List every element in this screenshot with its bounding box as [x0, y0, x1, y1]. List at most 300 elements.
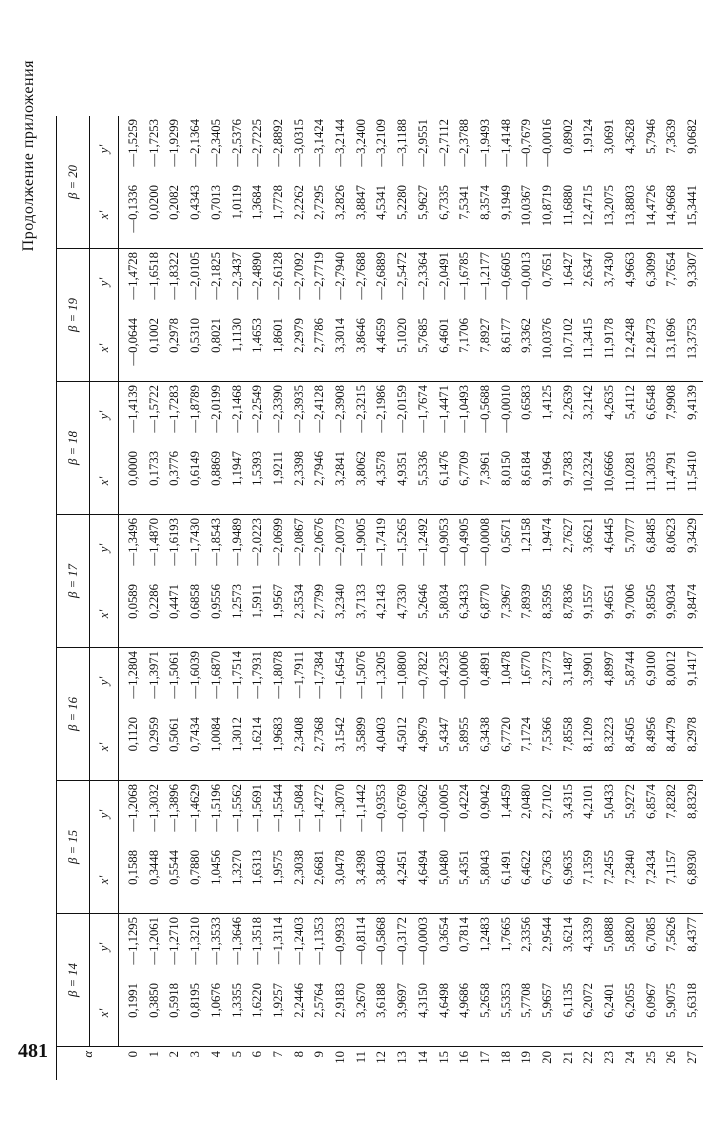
x-prime-cell: 13,1696 — [664, 318, 679, 360]
x-prime-cell: 9,7006 — [622, 584, 637, 619]
y-prime-cell: 1,2483 — [475, 914, 496, 981]
x-prime-cell: 4,5012 — [395, 717, 410, 752]
x-prime-cell: 2,7946 — [312, 451, 327, 486]
x-prime-cell: 9,4651 — [602, 584, 617, 619]
x-prime-cell: 9,8474 — [684, 584, 699, 619]
x-prime-cell: 0,1120 — [126, 717, 140, 752]
y-prime-cell: 3,0691 — [602, 119, 617, 154]
x-prime-cell: 2,6681 — [312, 850, 327, 885]
x-prime-cell: 1,3684 — [250, 185, 265, 220]
x-prime-cell: 0,5918 — [167, 983, 182, 1018]
x-prime-cell: 6,8930 — [684, 850, 699, 885]
x-prime-cell: 0,3448 — [146, 850, 161, 885]
y-prime-cell: —3,2109 — [374, 119, 389, 167]
x-prime-cell: 6,2072 — [581, 983, 596, 1018]
y-prime-cell: —2,3405 — [208, 119, 223, 167]
x-prime-cell: 1,9257 — [270, 983, 285, 1018]
alpha-cell: 22 — [578, 1047, 599, 1081]
y-prime-cell: —1,5061 — [164, 648, 185, 715]
alpha-cell: 4 — [206, 1047, 227, 1081]
y-prime-cell: —1,5084 — [289, 781, 310, 848]
x-prime-cell: 14,9668 — [664, 185, 679, 227]
x-prime-cell: 4,7330 — [395, 584, 410, 619]
alpha-cell: 0 — [119, 1047, 144, 1081]
x-prime-cell: 1,5911 — [250, 584, 265, 619]
x-prime-cell: 5,9075 — [664, 983, 679, 1018]
table-row — [289, 116, 310, 1080]
y-prime-cell: 1,9124 — [581, 119, 596, 154]
table-row — [206, 116, 227, 1080]
x-prime-cell: 2,5764 — [312, 983, 327, 1018]
x-prime-cell: 3,8646 — [353, 318, 368, 353]
y-prime-cell: —2,6128 — [268, 249, 289, 316]
alpha-cell: 23 — [599, 1047, 620, 1081]
beta-header: β = 14 — [57, 914, 90, 1047]
x-prime-cell: 6,3438 — [477, 717, 492, 752]
y-prime-cell: —0,7822 — [413, 648, 434, 715]
x-prime-cell: 6,1135 — [560, 983, 575, 1018]
alpha-cell: 7 — [268, 1047, 289, 1081]
x-prime-cell: 1,3270 — [229, 850, 244, 885]
table-row — [537, 116, 558, 1080]
x-prime-cell: 4,0403 — [374, 717, 389, 752]
alpha-cell: 17 — [475, 1047, 496, 1081]
x-prime-header: x' — [90, 980, 119, 1047]
x-prime-cell: 3,2670 — [353, 983, 368, 1018]
x-prime-header: x' — [90, 581, 119, 648]
x-prime-cell: 11,9178 — [602, 318, 617, 359]
x-prime-cell: 5,7708 — [519, 983, 534, 1018]
alpha-cell: 15 — [434, 1047, 455, 1081]
table-row — [247, 116, 268, 1080]
x-prime-cell: 5,9627 — [415, 185, 430, 220]
x-prime-cell: 1,0084 — [208, 717, 223, 752]
alpha-cell: 1 — [144, 1047, 165, 1081]
alpha-cell: 26 — [661, 1047, 682, 1081]
x-prime-cell: 2,9183 — [333, 983, 348, 1018]
table-row — [496, 116, 517, 1080]
x-prime-cell: 13,2075 — [602, 185, 617, 227]
y-prime-cell: 0,7814 — [454, 914, 475, 981]
table-row — [144, 116, 165, 1080]
y-prime-cell: 2,0480 — [516, 781, 537, 848]
x-prime-cell: 8,3223 — [602, 717, 617, 752]
x-prime-cell: 9,1557 — [581, 584, 596, 619]
x-prime-cell: 3,1542 — [333, 717, 348, 752]
y-prime-cell: —0,9053 — [434, 515, 455, 582]
y-prime-cell: 2,3356 — [516, 914, 537, 981]
x-prime-cell: 1,6220 — [250, 983, 265, 1018]
x-prime-cell: 0,6149 — [188, 451, 203, 486]
y-prime-cell: 3,6214 — [558, 914, 579, 981]
x-prime-cell: 4,6494 — [415, 850, 430, 885]
y-prime-cell: 0,9042 — [475, 781, 496, 848]
y-prime-cell: —1,6785 — [454, 249, 475, 316]
y-prime-cell: 8,8329 — [682, 781, 703, 848]
alpha-cell: 5 — [227, 1047, 248, 1081]
y-prime-cell: —1,2061 — [144, 914, 165, 981]
y-prime-cell: —0,8114 — [351, 914, 372, 981]
y-prime-cell: —1,4629 — [185, 781, 206, 848]
y-prime-cell: —0,0013 — [516, 249, 537, 316]
y-prime-cell: —1,5691 — [247, 781, 268, 848]
y-prime-cell: —1,7419 — [371, 515, 392, 582]
x-prime-cell: 5,7685 — [415, 318, 430, 353]
y-prime-cell: —1,3971 — [144, 648, 165, 715]
y-prime-cell: 1,2158 — [516, 515, 537, 582]
x-prime-cell: 8,6177 — [498, 318, 513, 353]
x-prime-cell: 12,4248 — [622, 318, 637, 360]
x-prime-cell: 6,9635 — [560, 850, 575, 885]
x-prime-cell: 1,9683 — [270, 717, 285, 752]
y-prime-cell: —3,0315 — [291, 119, 306, 167]
x-prime-cell: 1,1947 — [229, 451, 244, 486]
x-prime-cell: 10,7102 — [560, 318, 575, 360]
x-prime-cell: 4,3578 — [374, 451, 389, 486]
y-prime-cell: 6,9100 — [641, 648, 662, 715]
y-prime-cell: —1,1295 — [119, 914, 144, 981]
x-prime-cell: 1,6214 — [250, 717, 265, 752]
x-prime-cell: 4,9351 — [395, 451, 410, 486]
y-prime-cell: 1,9474 — [537, 515, 558, 582]
x-prime-cell: 0,5061 — [167, 717, 182, 752]
y-prime-cell: —1,3533 — [206, 914, 227, 981]
x-prime-cell: 2,3038 — [291, 850, 306, 885]
y-prime-cell: 2,7102 — [537, 781, 558, 848]
y-prime-cell: 9,3307 — [682, 249, 703, 316]
y-prime-cell: —2,6889 — [371, 249, 392, 316]
x-prime-cell: 0,2959 — [146, 717, 161, 752]
y-prime-cell: —2,0699 — [268, 515, 289, 582]
x-prime-cell: 6,7709 — [457, 451, 472, 486]
x-prime-cell: 1,7728 — [270, 185, 285, 220]
x-prime-cell: 9,3362 — [519, 318, 534, 353]
y-prime-cell: —1,3896 — [164, 781, 185, 848]
table-row — [185, 116, 206, 1080]
y-prime-cell: —1,9005 — [351, 515, 372, 582]
x-prime-cell: 7,1157 — [664, 850, 679, 885]
x-prime-cell: 4,9686 — [457, 983, 472, 1018]
x-prime-cell: —0,0644 — [126, 318, 140, 366]
x-prime-cell: 0,2082 — [167, 185, 182, 220]
xy-header-row — [90, 116, 119, 1080]
y-prime-cell: 5,7946 — [643, 119, 658, 154]
y-prime-cell: —0,9353 — [371, 781, 392, 848]
y-prime-cell: 0,3654 — [434, 914, 455, 981]
x-prime-cell: 7,2840 — [622, 850, 637, 885]
y-prime-cell: 5,7077 — [620, 515, 641, 582]
table-row — [371, 116, 392, 1080]
x-prime-cell: 2,7295 — [312, 185, 327, 220]
x-prime-cell: 1,4653 — [250, 318, 265, 353]
x-prime-cell: 6,1491 — [498, 850, 513, 885]
y-prime-cell: —1,8322 — [164, 249, 185, 316]
x-prime-cell: 7,3961 — [477, 451, 492, 486]
x-prime-cell: 2,7786 — [312, 318, 327, 353]
alpha-cell: 9 — [309, 1047, 330, 1081]
table-row — [119, 116, 144, 1080]
y-prime-cell: —1,6454 — [330, 648, 351, 715]
x-prime-cell: 12,8473 — [643, 318, 658, 360]
y-prime-cell: —2,3437 — [227, 249, 248, 316]
x-prime-cell: 4,6498 — [436, 983, 451, 1018]
y-prime-cell: —2,7092 — [289, 249, 310, 316]
x-prime-cell: 6,8770 — [477, 584, 492, 619]
alpha-cell: 24 — [620, 1047, 641, 1081]
x-prime-cell: —0,1336 — [126, 185, 140, 233]
x-prime-cell: 8,6184 — [519, 451, 534, 486]
x-prime-cell: 6,1476 — [436, 451, 451, 486]
alpha-cell: 3 — [185, 1047, 206, 1081]
x-prime-cell: 0,1733 — [146, 451, 161, 486]
y-prime-cell: —1,5544 — [268, 781, 289, 848]
y-prime-cell: 2,6347 — [578, 249, 599, 316]
table-row — [475, 116, 496, 1080]
rotated-table-page — [20, 10, 710, 1080]
y-prime-cell: —1,5265 — [392, 515, 413, 582]
x-prime-cell: 5,6318 — [684, 983, 699, 1018]
x-prime-cell: 3,9697 — [395, 983, 410, 1018]
y-prime-cell: 0,5671 — [496, 515, 517, 582]
y-prime-cell: —2,0105 — [185, 249, 206, 316]
y-prime-cell: —2,1825 — [206, 249, 227, 316]
y-prime-cell: —1,1353 — [309, 914, 330, 981]
y-prime-cell: —1,3070 — [330, 781, 351, 848]
y-prime-cell: 2,3773 — [537, 648, 558, 715]
y-prime-cell: —1,3114 — [268, 914, 289, 981]
x-prime-cell: 3,8847 — [353, 185, 368, 220]
x-prime-cell: 7,5366 — [540, 717, 555, 752]
table-row — [413, 116, 434, 1080]
alpha-cell: 2 — [164, 1047, 185, 1081]
y-prime-cell: —0,6769 — [392, 781, 413, 848]
x-prime-cell: 10,6666 — [602, 451, 617, 493]
y-prime-cell: —0,5688 — [475, 382, 496, 449]
y-prime-header: y' — [90, 515, 119, 582]
page-number: 481 — [18, 1040, 48, 1062]
x-prime-cell: 6,4622 — [519, 850, 534, 885]
x-prime-cell: 10,8719 — [540, 185, 555, 227]
y-prime-cell: —2,7112 — [436, 119, 451, 167]
y-prime-cell: —2,4890 — [247, 249, 268, 316]
y-prime-cell: —1,1442 — [351, 781, 372, 848]
x-prime-cell: 2,3408 — [291, 717, 306, 752]
y-prime-cell: 6,8485 — [641, 515, 662, 582]
y-prime-cell: 0,8902 — [560, 119, 575, 154]
y-prime-header: y' — [90, 914, 119, 981]
alpha-cell: 14 — [413, 1047, 434, 1081]
y-prime-cell: —2,3788 — [457, 119, 472, 167]
y-prime-cell: —2,9551 — [415, 119, 430, 167]
y-prime-cell: 5,0433 — [599, 781, 620, 848]
x-prime-cell: 0,8195 — [188, 983, 203, 1018]
y-prime-cell: —1,5259 — [126, 119, 140, 167]
y-prime-cell: —1,2492 — [413, 515, 434, 582]
x-prime-cell: 8,2978 — [684, 717, 699, 752]
x-prime-cell: 0,0200 — [146, 185, 161, 220]
x-prime-header: x' — [90, 448, 119, 515]
x-prime-cell: 9,1964 — [540, 451, 555, 486]
alpha-cell: 6 — [247, 1047, 268, 1081]
y-prime-cell: —1,5722 — [144, 382, 165, 449]
x-prime-cell: 6,2401 — [602, 983, 617, 1018]
x-prime-cell: 3,3014 — [333, 318, 348, 353]
x-prime-cell: 0,2286 — [146, 584, 161, 619]
x-prime-cell: 1,0676 — [208, 983, 223, 1018]
x-prime-cell: 1,0456 — [208, 850, 223, 885]
y-prime-cell: —1,8789 — [185, 382, 206, 449]
y-prime-cell: 5,0888 — [599, 914, 620, 981]
y-prime-cell: —1,9493 — [477, 119, 492, 167]
y-prime-cell: —2,7225 — [250, 119, 265, 167]
x-prime-cell: 11,3415 — [581, 318, 596, 359]
x-prime-cell: 3,6188 — [374, 983, 389, 1018]
x-prime-cell: 0,7434 — [188, 717, 203, 752]
x-prime-cell: 3,2826 — [333, 185, 348, 220]
table-row — [682, 116, 703, 1080]
x-prime-cell: 1,9211 — [270, 451, 285, 486]
y-prime-cell: 7,8282 — [661, 781, 682, 848]
alpha-cell: 16 — [454, 1047, 475, 1081]
y-prime-cell: —2,3364 — [413, 249, 434, 316]
y-prime-cell: 6,3099 — [641, 249, 662, 316]
table-row — [330, 116, 351, 1080]
beta-header: β = 17 — [57, 515, 90, 648]
y-prime-cell: 1,4125 — [537, 382, 558, 449]
alpha-cell: 27 — [682, 1047, 703, 1081]
y-prime-cell: —2,5472 — [392, 249, 413, 316]
y-prime-cell: 4,8997 — [599, 648, 620, 715]
x-prime-cell: 4,2451 — [395, 850, 410, 885]
y-prime-cell: —2,0073 — [330, 515, 351, 582]
x-prime-cell: 0,7880 — [188, 850, 203, 885]
x-prime-cell: 8,4956 — [643, 717, 658, 752]
table-row — [516, 116, 537, 1080]
y-prime-cell: 1,4459 — [496, 781, 517, 848]
y-prime-cell: —1,7514 — [227, 648, 248, 715]
x-prime-cell: 7,8939 — [519, 584, 534, 619]
x-prime-cell: 8,4479 — [664, 717, 679, 752]
x-prime-cell: 8,3595 — [540, 584, 555, 619]
x-prime-cell: 10,0376 — [540, 318, 555, 360]
y-prime-cell: —2,0199 — [206, 382, 227, 449]
x-prime-cell: 5,5336 — [415, 451, 430, 486]
y-prime-cell: —1,8078 — [268, 648, 289, 715]
table-row — [558, 116, 579, 1080]
x-prime-cell: 8,7836 — [560, 584, 575, 619]
x-prime-cell: 0,3850 — [146, 983, 161, 1018]
x-prime-cell: 1,0119 — [229, 185, 244, 220]
y-prime-cell: —1,7931 — [247, 648, 268, 715]
y-prime-cell: —0,0006 — [454, 648, 475, 715]
y-prime-cell: 1,6427 — [558, 249, 579, 316]
x-prime-cell: 0,4471 — [167, 584, 182, 619]
y-prime-cell: 4,6445 — [599, 515, 620, 582]
y-prime-cell: —0,4235 — [434, 648, 455, 715]
y-prime-cell: 1,7665 — [496, 914, 517, 981]
y-prime-cell: —0,5868 — [371, 914, 392, 981]
x-prime-cell: 8,4505 — [622, 717, 637, 752]
y-prime-cell: —1,9299 — [167, 119, 182, 167]
y-prime-cell: —1,4139 — [119, 382, 144, 449]
y-prime-cell: —2,1986 — [371, 382, 392, 449]
y-prime-cell: 6,6548 — [641, 382, 662, 449]
x-prime-cell: 11,0281 — [622, 451, 637, 492]
x-prime-cell: 2,2262 — [291, 185, 306, 220]
x-prime-cell: 3,0478 — [333, 850, 348, 885]
table-row — [620, 116, 641, 1080]
y-prime-cell: 7,7654 — [661, 249, 682, 316]
y-prime-cell: —1,3032 — [144, 781, 165, 848]
y-prime-cell: —1,6518 — [144, 249, 165, 316]
x-prime-cell: 7,3967 — [498, 584, 513, 619]
x-prime-cell: 4,2143 — [374, 584, 389, 619]
y-prime-cell: —1,7253 — [146, 119, 161, 167]
x-prime-cell: 0,1002 — [146, 318, 161, 353]
x-prime-cell: 2,3534 — [291, 584, 306, 619]
x-prime-cell: 9,1949 — [498, 185, 513, 220]
y-prime-cell: —0,0005 — [434, 781, 455, 848]
x-prime-cell: 13,8803 — [622, 185, 637, 227]
y-prime-header: y' — [90, 116, 119, 182]
alpha-cell: 13 — [392, 1047, 413, 1081]
y-prime-cell: 0,4224 — [454, 781, 475, 848]
y-prime-cell: 3,7430 — [599, 249, 620, 316]
y-prime-cell: —2,0676 — [309, 515, 330, 582]
beta-header-row — [57, 116, 90, 1080]
y-prime-cell: —0,9933 — [330, 914, 351, 981]
x-prime-cell: 3,2841 — [333, 451, 348, 486]
table-row — [227, 116, 248, 1080]
x-prime-cell: 0,1991 — [126, 983, 140, 1018]
y-prime-cell: 7,9908 — [661, 382, 682, 449]
y-prime-cell: —1,2804 — [119, 648, 144, 715]
y-prime-cell: —1,2403 — [289, 914, 310, 981]
y-prime-cell: 3,4315 — [558, 781, 579, 848]
x-prime-cell: 5,5353 — [498, 983, 513, 1018]
x-prime-cell: 1,2573 — [229, 584, 244, 619]
y-prime-cell: —2,3935 — [289, 382, 310, 449]
table-row — [434, 116, 455, 1080]
y-prime-cell: 2,2639 — [558, 382, 579, 449]
x-prime-cell: 1,1130 — [229, 318, 244, 353]
y-prime-cell: —2,3908 — [330, 382, 351, 449]
y-prime-cell: 8,0623 — [661, 515, 682, 582]
y-prime-cell: —1,3205 — [371, 648, 392, 715]
y-prime-cell: 8,4377 — [682, 914, 703, 981]
y-prime-cell: 7,3639 — [664, 119, 679, 154]
y-prime-cell: —1,4272 — [309, 781, 330, 848]
y-prime-cell: —1,4870 — [144, 515, 165, 582]
y-prime-cell: —2,7688 — [351, 249, 372, 316]
beta-header: β = 18 — [57, 382, 90, 515]
y-prime-header: y' — [90, 648, 119, 715]
data-table — [56, 116, 703, 1080]
x-prime-cell: 7,8558 — [560, 717, 575, 752]
y-prime-cell: 5,4112 — [620, 382, 641, 449]
y-prime-cell: —1,7674 — [413, 382, 434, 449]
beta-header: β = 19 — [57, 249, 90, 382]
x-prime-cell: 14,4726 — [643, 185, 658, 227]
y-prime-cell: —2,2549 — [247, 382, 268, 449]
y-prime-cell: —0,6605 — [496, 249, 517, 316]
x-prime-cell: 5,4347 — [436, 717, 451, 752]
x-prime-cell: 3,8403 — [374, 850, 389, 885]
y-prime-cell: —3,1424 — [312, 119, 327, 167]
x-prime-cell: 3,8062 — [353, 451, 368, 486]
alpha-cell: 21 — [558, 1047, 579, 1081]
x-prime-cell: 3,5899 — [353, 717, 368, 752]
